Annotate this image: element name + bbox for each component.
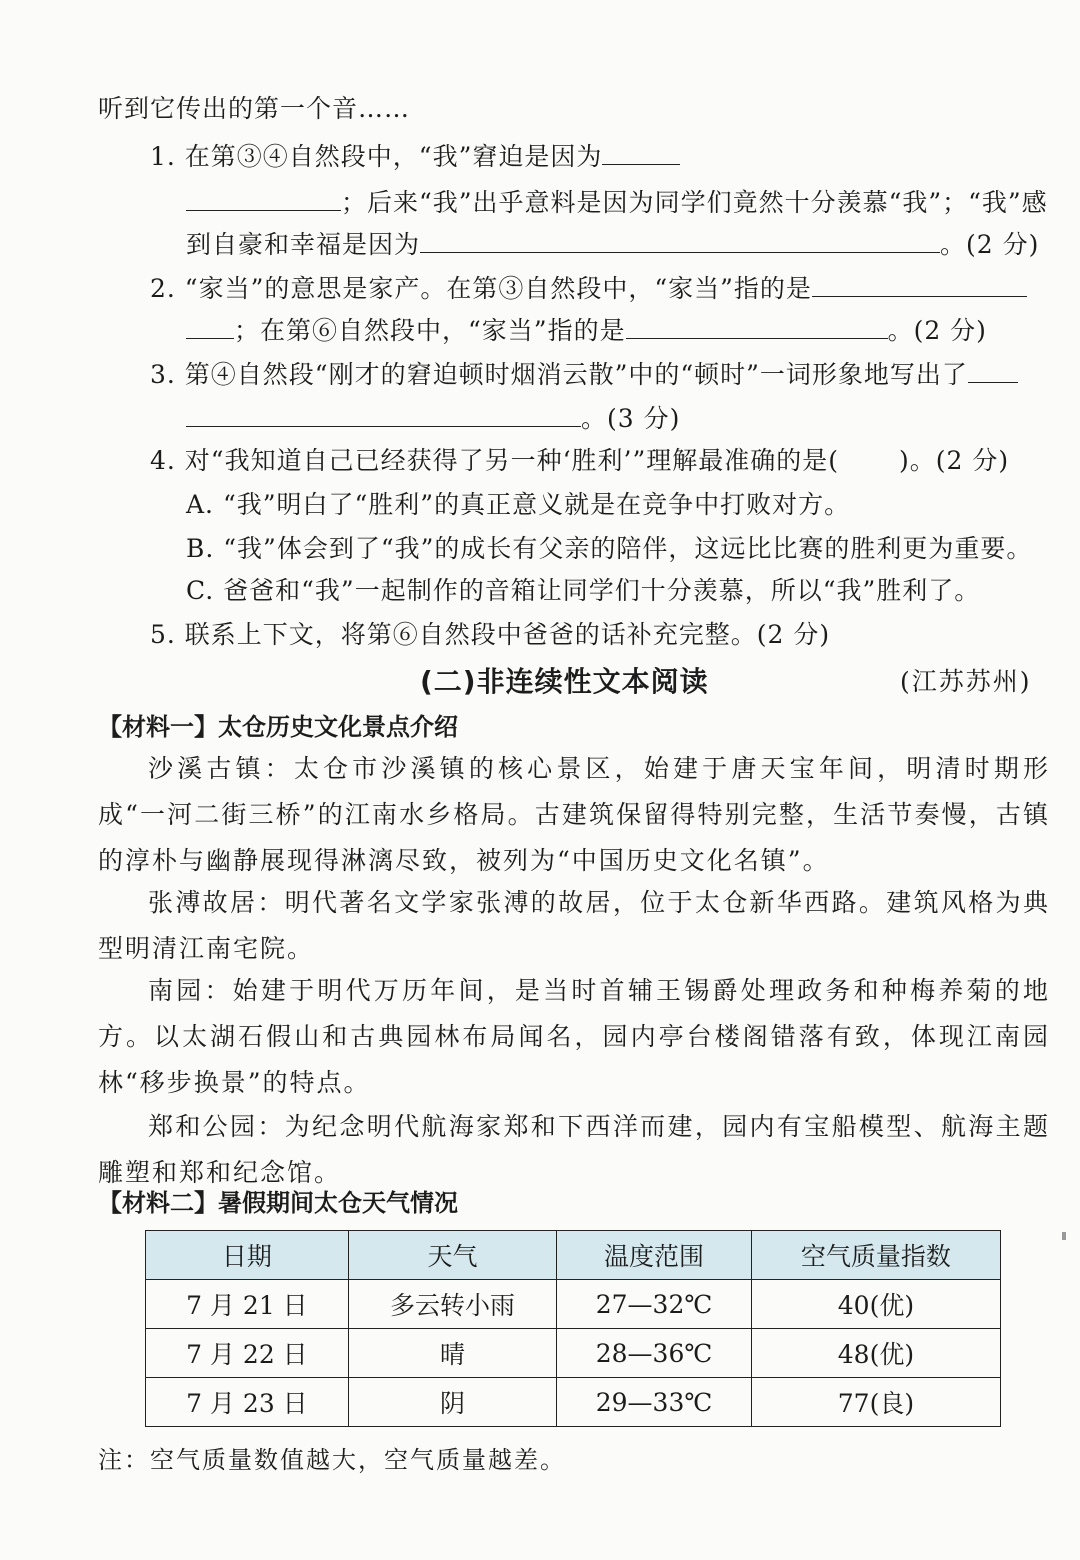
question-1-score: 。(2 分) xyxy=(940,230,1040,259)
cell-aqi: 40(优) xyxy=(751,1280,1000,1329)
column-header-date: 日期 xyxy=(146,1231,349,1280)
question-1-text-3: 到自豪和幸福是因为 xyxy=(186,230,421,259)
question-1-text-2: ；后来“我”出乎意料是因为同学们竟然十分羡慕“我”；“我”感 xyxy=(341,188,1048,217)
question-4-option-b: B. “我”体会到了“我”的成长有父亲的陪伴，这远比比赛的胜利更为重要。 xyxy=(186,534,1033,563)
question-2-text-2: ；在第⑥自然段中，“家当”指的是 xyxy=(234,316,626,345)
question-4-text: 4. 对“我知道自己已经获得了另一种‘胜利’”理解最准确的是( xyxy=(150,446,840,475)
cell-aqi: 77(良) xyxy=(751,1378,1000,1427)
table-row xyxy=(146,1378,1001,1427)
cell-weather: 晴 xyxy=(348,1329,556,1378)
table-header-row xyxy=(146,1231,1001,1280)
question-1-line-1 xyxy=(150,138,680,174)
question-1-line-3 xyxy=(186,226,1039,262)
question-3-line-1 xyxy=(150,356,1018,392)
answer-blank[interactable] xyxy=(186,312,234,339)
column-header-temperature: 温度范围 xyxy=(557,1231,752,1280)
question-3-score: 。(3 分) xyxy=(581,404,681,433)
section-title: (二)非连续性文本阅读 xyxy=(420,665,709,698)
question-3-text: 3. 第④自然段“刚才的窘迫顿时烟消云散”中的“顿时”一词形象地写出了 xyxy=(150,360,968,389)
answer-blank[interactable] xyxy=(812,270,1027,297)
answer-blank[interactable] xyxy=(186,400,581,427)
weather-table xyxy=(145,1230,1001,1427)
cell-temperature: 27—32℃ xyxy=(557,1280,752,1329)
answer-blank[interactable] xyxy=(420,226,940,253)
table-row xyxy=(146,1329,1001,1378)
column-header-aqi: 空气质量指数 xyxy=(751,1231,1000,1280)
material-1-heading: 【材料一】太仓历史文化景点介绍 xyxy=(98,713,458,741)
answer-blank[interactable] xyxy=(968,356,1018,383)
cell-date: 7 月 22 日 xyxy=(146,1329,349,1378)
cell-aqi: 48(优) xyxy=(751,1329,1000,1378)
cell-weather: 阴 xyxy=(348,1378,556,1427)
cell-date: 7 月 23 日 xyxy=(146,1378,349,1427)
question-2-line-1 xyxy=(150,270,1027,306)
material-1-paragraph-2: 张溥故居：明代著名文学家张溥的故居，位于太仓新华西路。建筑风格为典型明清江南宅院。 xyxy=(98,888,1050,963)
question-2-line-2 xyxy=(186,312,987,348)
material-1-paragraph-1: 沙溪古镇：太仓市沙溪镇的核心景区，始建于唐天宝年间，明清时期形成“一河二街三桥”的江南水乡格局。古建筑保留得特别完整，生活节奏慢，古镇的淳朴与幽静展现得淋漓尽致，被列为“中国历史文化名镇”。 xyxy=(98,754,1050,875)
question-4-stem xyxy=(150,444,1009,478)
question-4-option-c: C. 爸爸和“我”一起制作的音箱让同学们十分羡慕，所以“我”胜利了。 xyxy=(186,576,981,605)
question-1-text: 1. 在第③④自然段中，“我”窘迫是因为 xyxy=(150,142,603,171)
material-1-paragraph-3: 南园：始建于明代万历年间，是当时首辅王锡爵处理政务和种梅养菊的地方。以太湖石假山和古典园林布局闻名，园内亭台楼阁错落有致，体现江南园林“移步换景”的特点。 xyxy=(98,976,1050,1097)
page-edge-mark xyxy=(1062,1232,1066,1240)
question-2-score: 。(2 分) xyxy=(887,316,987,345)
material-2-heading: 【材料二】暑假期间太仓天气情况 xyxy=(98,1189,458,1217)
cell-weather: 多云转小雨 xyxy=(348,1280,556,1329)
answer-blank[interactable] xyxy=(626,312,888,339)
column-header-weather: 天气 xyxy=(348,1231,556,1280)
question-3-line-2 xyxy=(186,400,680,436)
intro-line: 听到它传出的第一个音…… xyxy=(98,94,411,123)
question-4-score: )。(2 分) xyxy=(899,446,1010,475)
cell-temperature: 29—33℃ xyxy=(557,1378,752,1427)
table-row xyxy=(146,1280,1001,1329)
answer-blank[interactable] xyxy=(602,138,680,165)
answer-blank[interactable] xyxy=(186,184,341,211)
cell-date: 7 月 21 日 xyxy=(146,1280,349,1329)
question-1-line-2 xyxy=(186,184,1048,220)
section-source: (江苏苏州) xyxy=(900,667,1032,696)
cell-temperature: 28—36℃ xyxy=(557,1329,752,1378)
question-5: 5. 联系上下文，将第⑥自然段中爸爸的话补充完整。(2 分) xyxy=(150,620,831,649)
question-4-option-a: A. “我”明白了“胜利”的真正意义就是在竞争中打败对方。 xyxy=(186,490,851,519)
question-2-text: 2. “家当”的意思是家产。在第③自然段中，“家当”指的是 xyxy=(150,274,812,303)
table-note: 注：空气质量数值越大，空气质量越差。 xyxy=(98,1446,566,1474)
material-1-paragraph-4: 郑和公园：为纪念明代航海家郑和下西洋而建，园内有宝船模型、航海主题雕塑和郑和纪念馆。 xyxy=(98,1112,1050,1187)
